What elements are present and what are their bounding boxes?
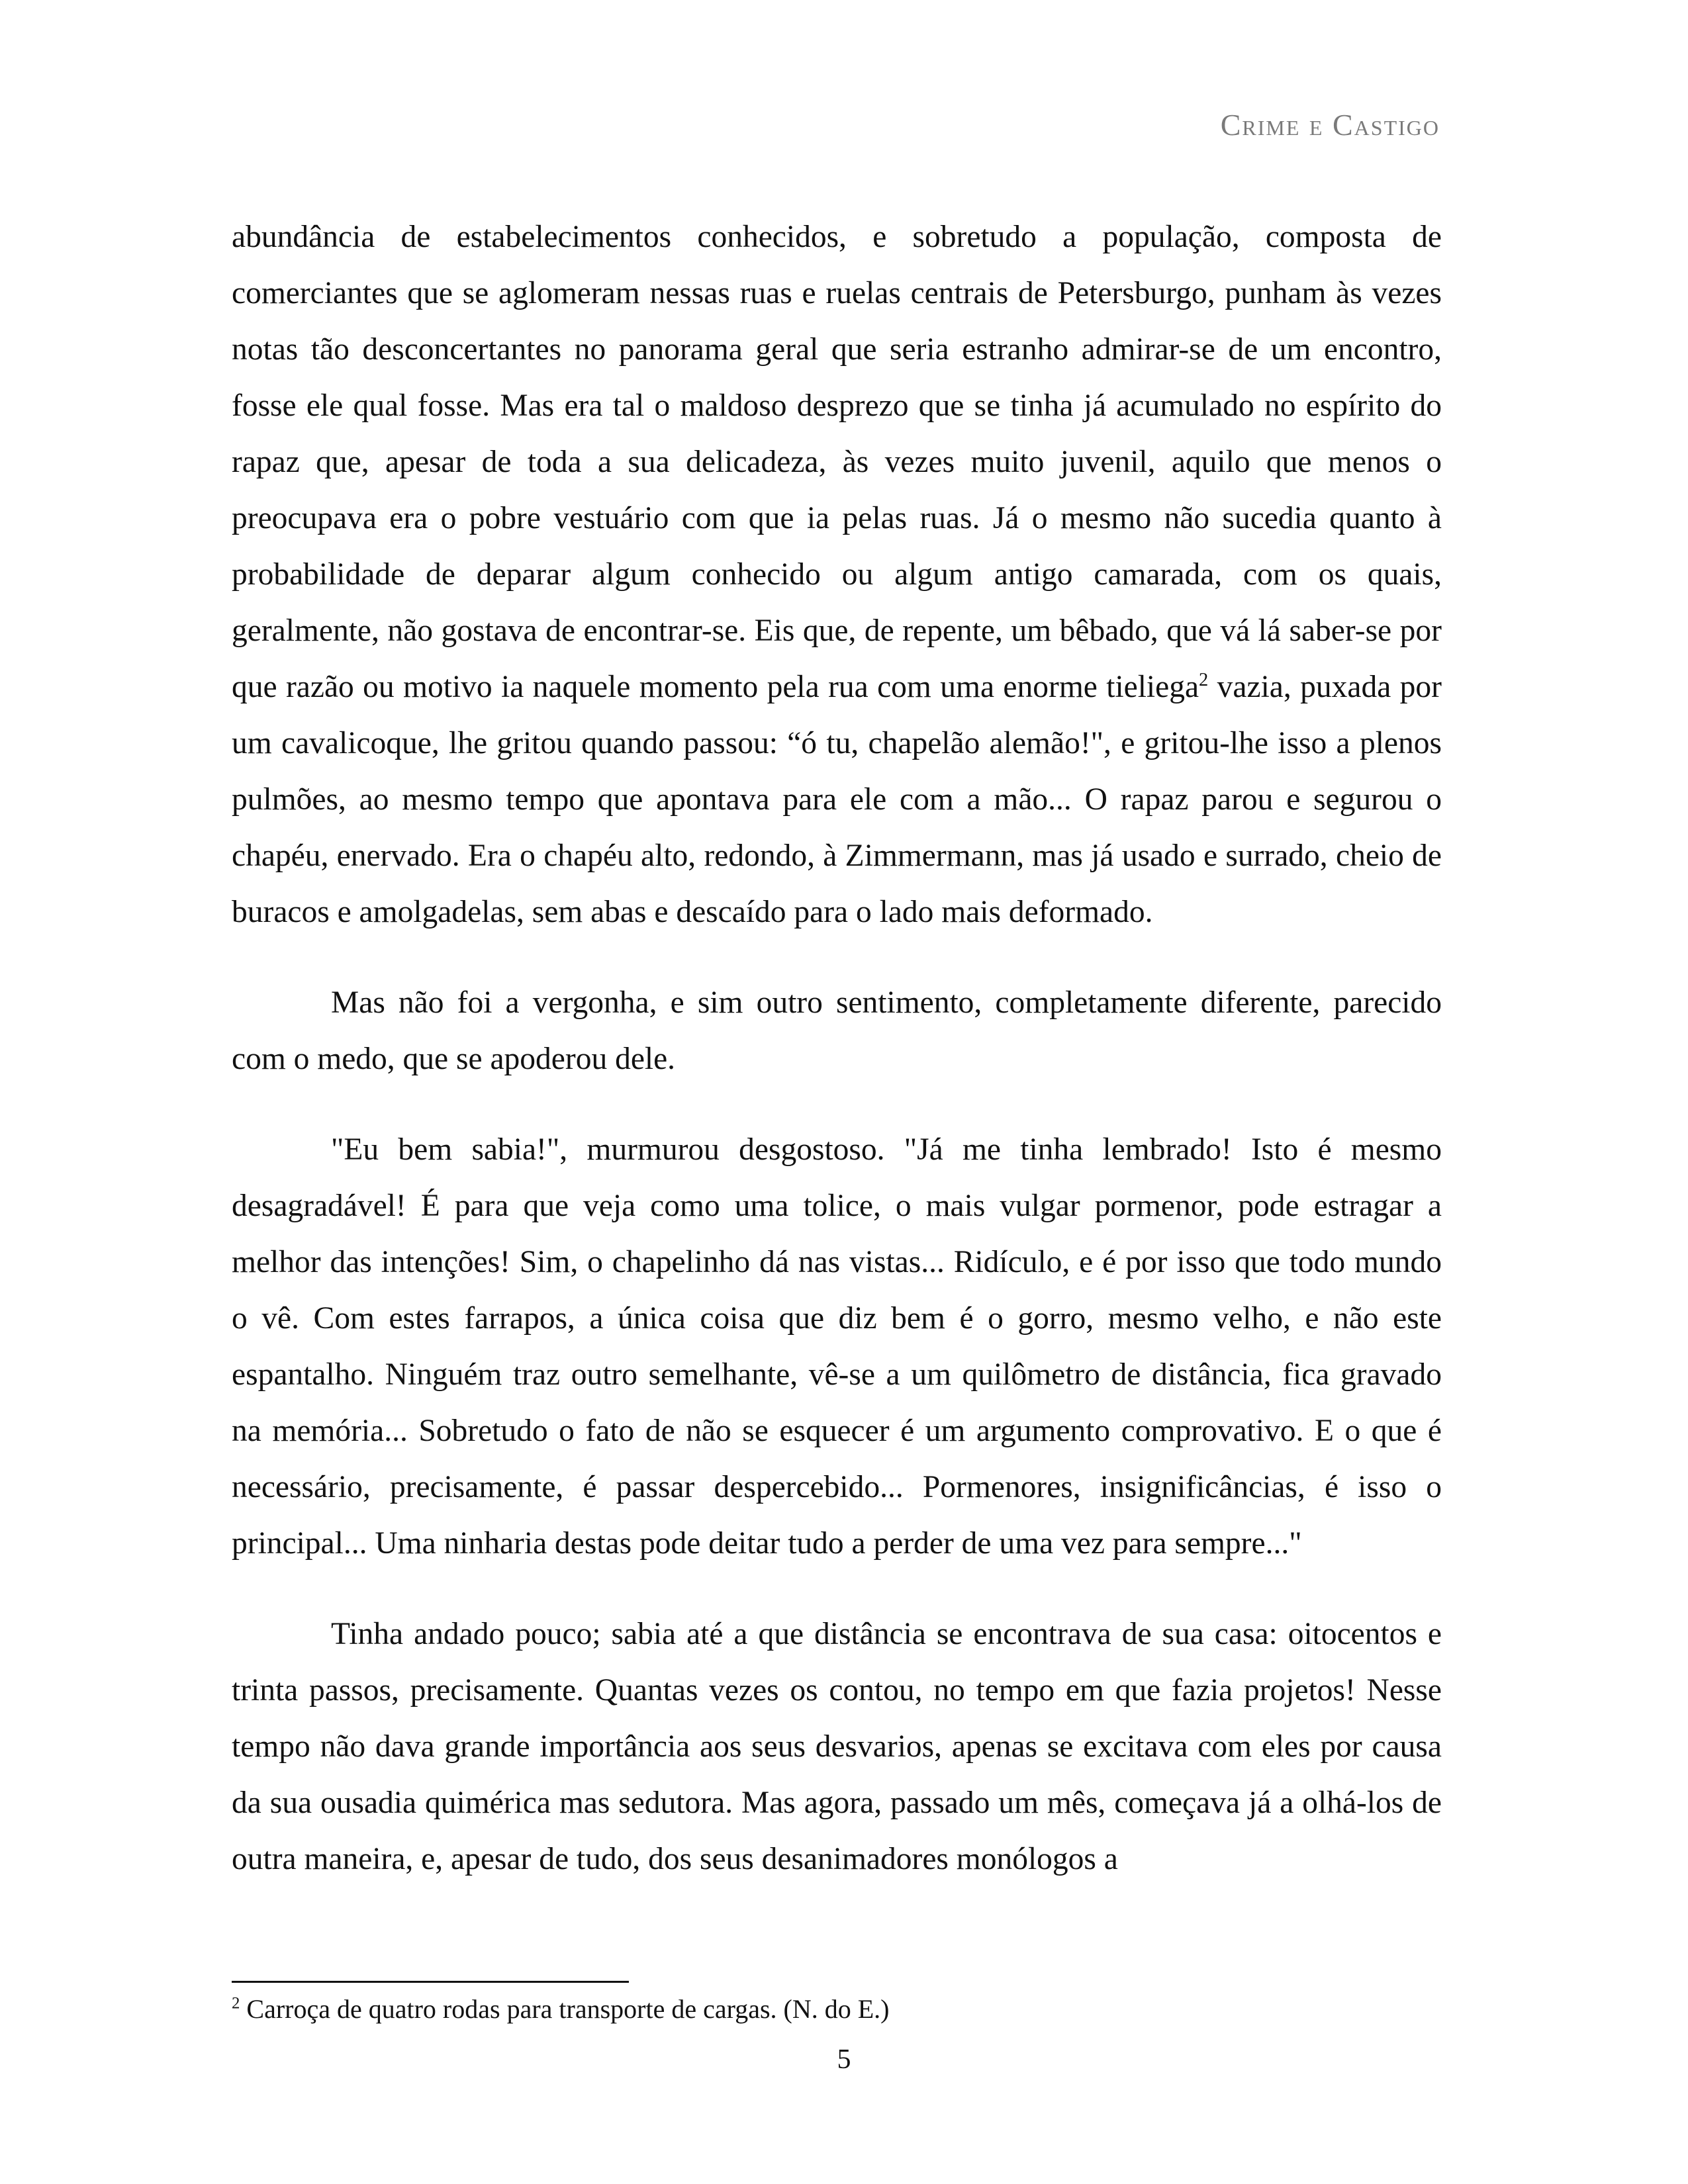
footnote-reference[interactable]: 2: [1199, 670, 1209, 691]
paragraph-1-part-b: vazia, puxada por um cavalicoque, lhe gritou quando passou: “ó tu, chapelão alemão!", e gritou-lhe isso a plenos pulmões, ao mesmo tempo que apontava para ele com a mão... O rapaz parou e segurou o chapéu, enervado. Era o chapéu alto, redondo, à Zimmermann, mas já usado e surrado, cheio de buracos e amolgadelas, sem abas e descaído para o lado mais deformado.: [232, 670, 1442, 929]
footnote-separator: [232, 1981, 629, 1983]
footnote: [232, 1991, 889, 2028]
paragraph-4: Tinha andado pouco; sabia até a que distância se encontrava de sua casa: oitocentos e trinta passos, precisamente. Quantas vezes os contou, no tempo em que fazia projetos! Nesse tempo não dava grande importância aos seus desvarios, apenas se excitava com eles por causa da sua ousadia quimérica mas sedutora. Mas agora, passado um mês, começava já a olhá-los de outra maneira, e, apesar de tudo, dos seus desanimadores monólogos a: [232, 1617, 1442, 1876]
paragraph-1-part-a: abundância de estabelecimentos conhecidos, e sobretudo a população, composta de comerciantes que se aglomeram nessas ruas e ruelas centrais de Petersburgo, punham às vezes notas tão desconcertantes no panorama geral que seria estranho admirar-se de um encontro, fosse ele qual fosse. Mas era tal o maldoso desprezo que se tinha já acumulado no espírito do rapaz que, apesar de toda a sua delicadeza, às vezes muito juvenil, aquilo que menos o preocupava era o pobre vestuário com que ia pelas ruas. Já o mesmo não sucedia quanto à probabilidade de deparar algum conhecido ou algum antigo camarada, com os quais, geralmente, não gostava de encontrar-se. Eis que, de repente, um bêbado, que vá lá saber-se por que razão ou motivo ia naquele momento pela rua com uma enorme tieliega: [232, 220, 1442, 704]
running-header: Crime e Castigo: [1220, 108, 1440, 142]
footnote-text: Carroça de quatro rodas para transporte de cargas. (N. do E.): [240, 1994, 890, 2024]
paragraph-3: "Eu bem sabia!", murmurou desgostoso. "Já me tinha lembrado! Isto é mesmo desagradável! É para que veja como uma tolice, o mais vulgar pormenor, pode estragar a melhor das intenções! Sim, o chapelinho dá nas vistas... Ridículo, e é por isso que todo mundo o vê. Com estes farrapos, a única coisa que diz bem é o gorro, mesmo velho, e não este espantalho. Ninguém traz outro semelhante, vê-se a um quilômetro de distância, fica gravado na memória... Sobretudo o fato de não se esquecer é um argumento comprovativo. E o que é necessário, precisamente, é passar despercebido... Pormenores, insignificâncias, é isso o principal... Uma ninharia destas pode deitar tudo a perder de uma vez para sempre...": [232, 1132, 1442, 1561]
paragraph-2: Mas não foi a vergonha, e sim outro sentimento, completamente diferente, parecido com o medo, que se apoderou dele.: [232, 985, 1442, 1076]
body-text: [232, 209, 1442, 1888]
page-number: 5: [837, 2044, 851, 2075]
footnote-marker: 2: [232, 1994, 240, 2013]
paragraph-1: [232, 209, 1442, 940]
